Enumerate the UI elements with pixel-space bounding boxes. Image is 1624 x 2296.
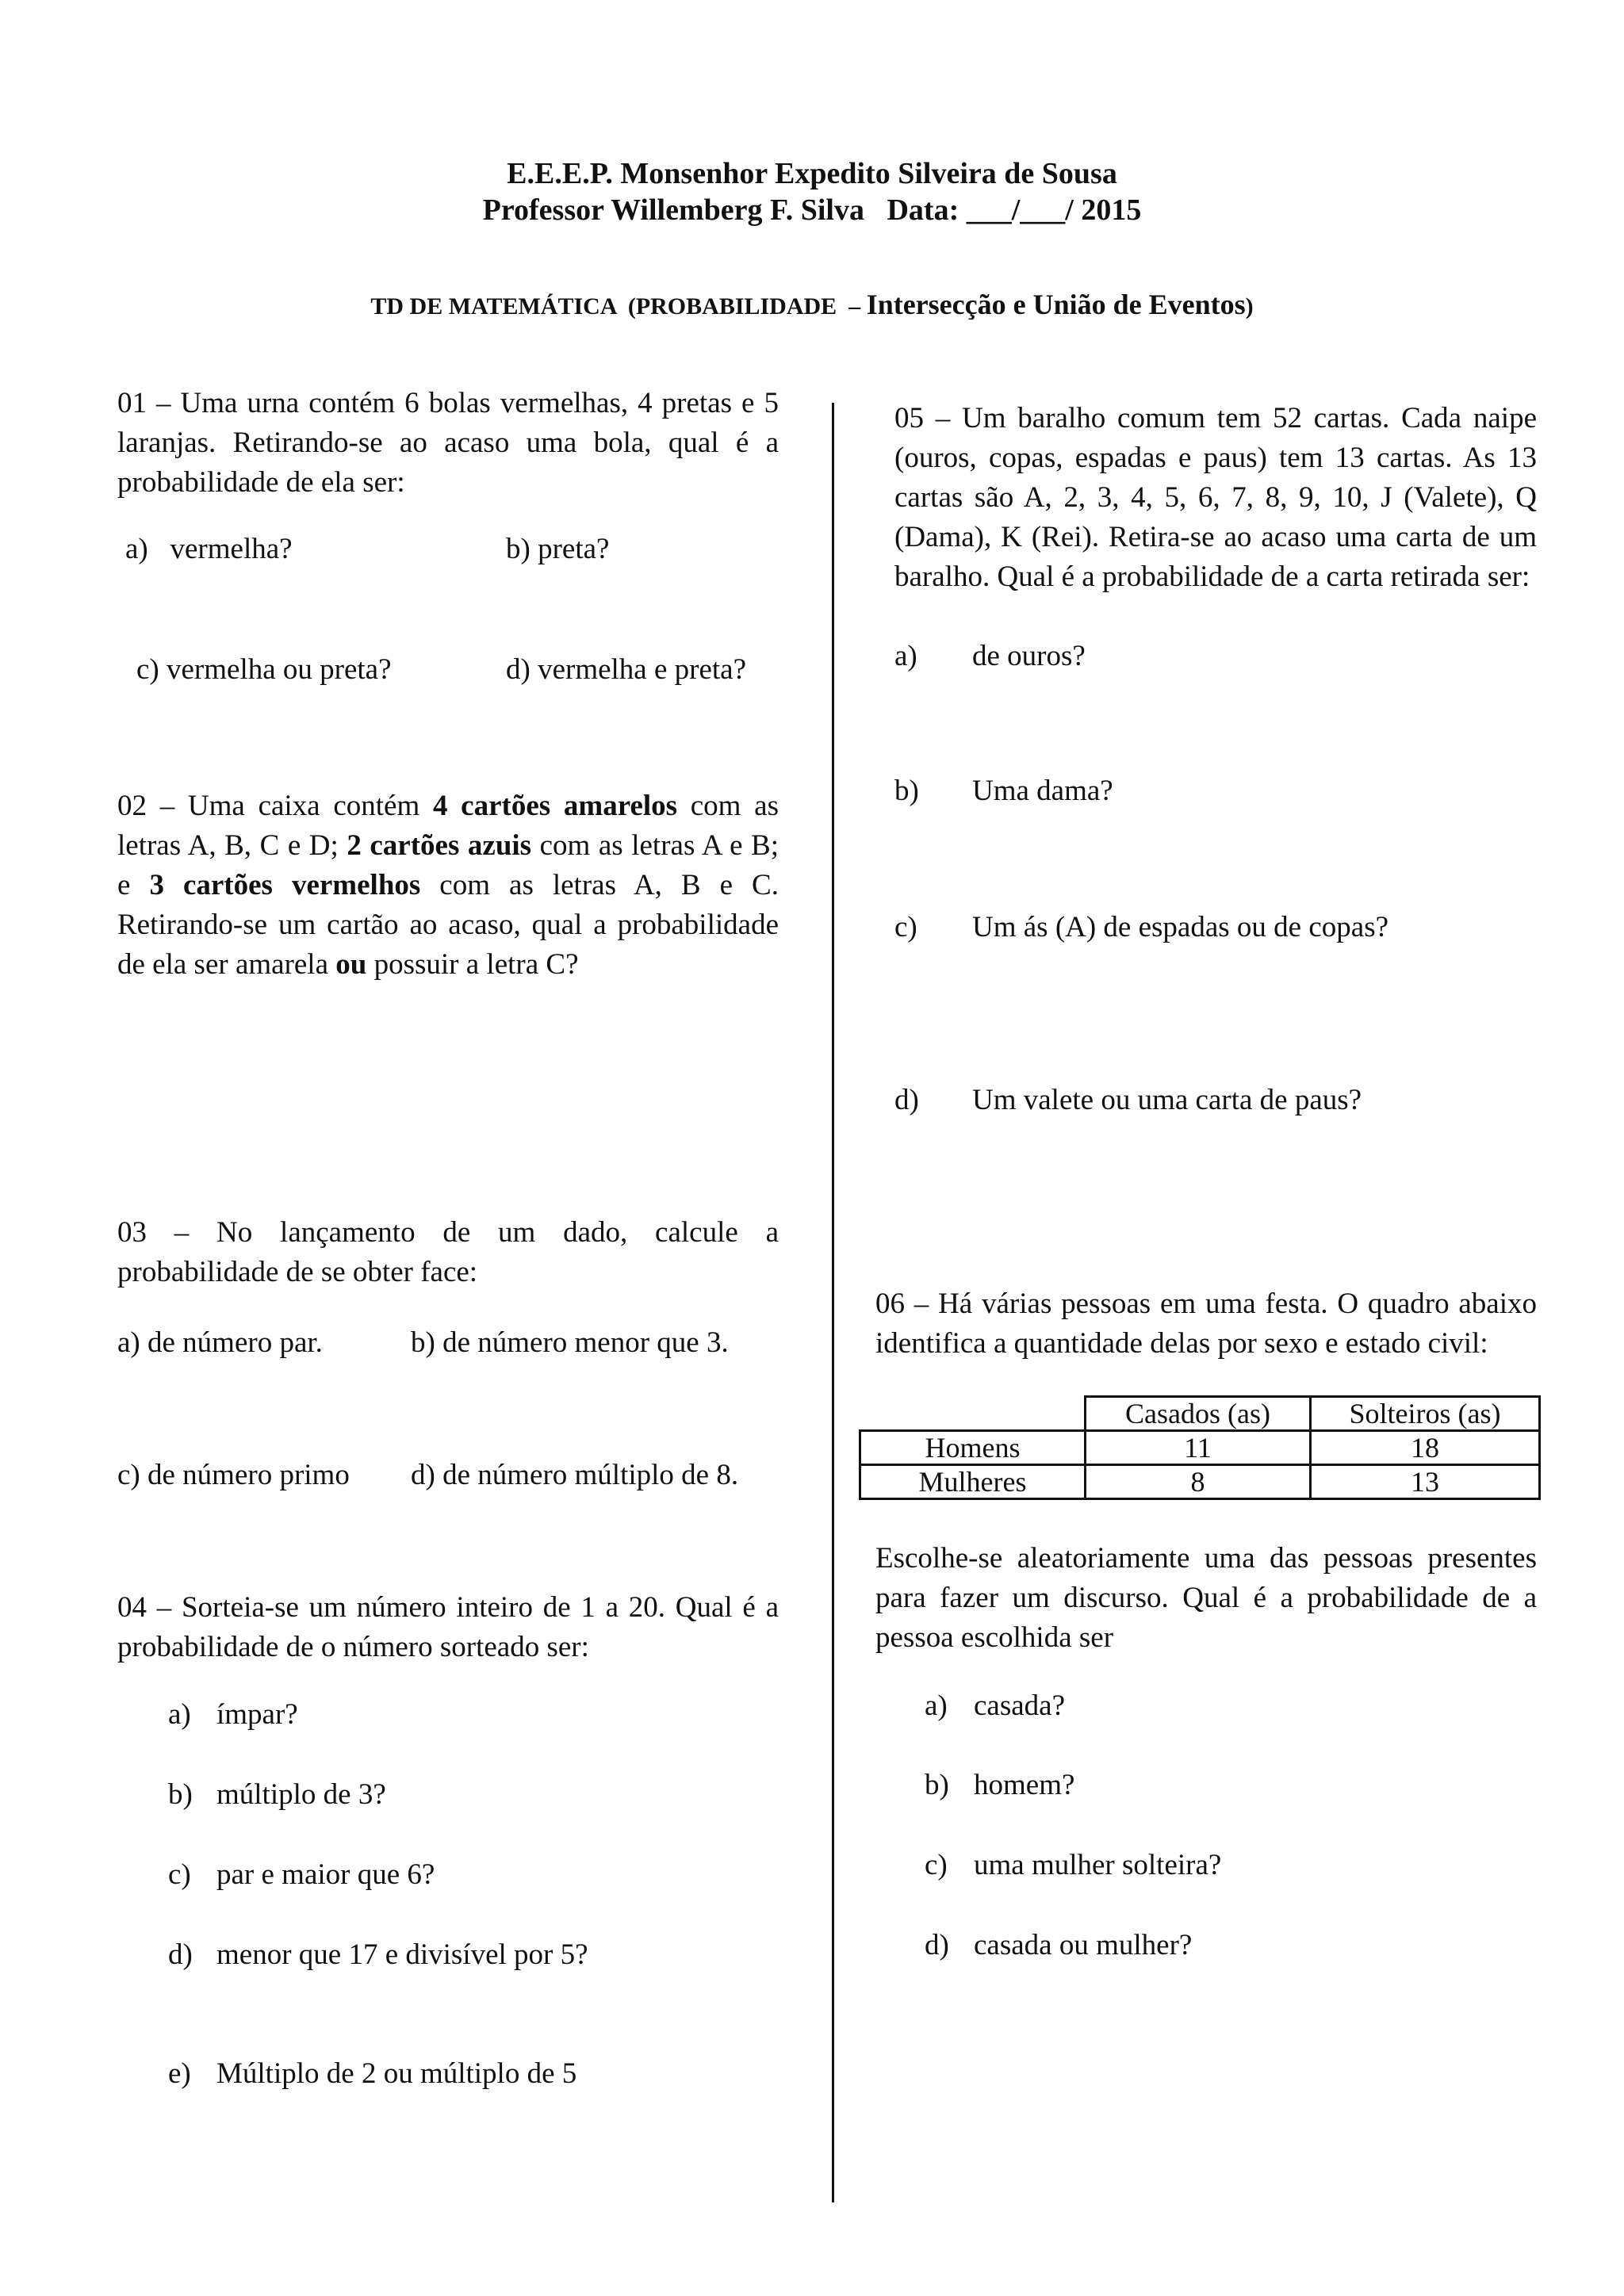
q01-option-a: a) vermelha?: [125, 533, 293, 565]
q06-option-b: homem?: [974, 1769, 1075, 1801]
q04-letter-a: a): [168, 1698, 191, 1731]
q05-option-d: Um valete ou uma carta de paus?: [972, 1084, 1362, 1116]
q05-option-a: de ouros?: [972, 640, 1086, 672]
q01-option-c: c) vermelha ou preta?: [136, 653, 392, 686]
q05-option-c: Um ás (A) de espadas ou de copas?: [972, 911, 1389, 943]
q06-option-d: casada ou mulher?: [974, 1929, 1193, 1961]
q05-stem: 05 – Um baralho comum tem 52 cartas. Cada naipe (ouros, copas, espadas e paus) tem 13 cartas. As 13 cartas são A, 2, 3, 4, 5, 6, 7, 8, 9, 10, J (Valete), Q (Dama), K (Rei). Retira-se ao acaso uma carta de um baralho. Qual é a probabilidade de a carta retirada ser:: [894, 402, 1537, 593]
q04-letter-b: b): [168, 1778, 193, 1811]
table-cell: 18: [1311, 1431, 1540, 1465]
q03-option-b: b) de número menor que 3.: [411, 1326, 729, 1359]
table-header-cell: Casados (as): [1086, 1397, 1311, 1431]
table-row-label: Homens: [860, 1431, 1086, 1465]
q02-bold-blue-cards: 2 cartões azuis: [347, 829, 532, 862]
table-row: [860, 1465, 1540, 1499]
table-cell: 8: [1086, 1465, 1311, 1499]
q03-stem: 03 – No lançamento de um dado, calcule a probabilidade de se obter face:: [117, 1216, 779, 1288]
q06-followup: Escolhe-se aleatoriamente uma das pessoas presentes para fazer um discurso. Qual é a probabilidade de a pessoa escolhida ser: [875, 1542, 1537, 1654]
title-emphasis: Intersecção e União de Eventos: [866, 289, 1246, 320]
table-corner-cell: [860, 1397, 1086, 1431]
q01-option-d: d) vermelha e preta?: [506, 653, 747, 686]
q06-option-a: casada?: [974, 1689, 1066, 1722]
q01-option-b: b) preta?: [506, 533, 610, 565]
school-name: E.E.E.P. Monsenhor Expedito Silveira de Sousa: [507, 157, 1117, 190]
q05-letter-d: d): [894, 1084, 919, 1116]
worksheet-title: [0, 288, 1624, 321]
q04-option-e: Múltiplo de 2 ou múltiplo de 5: [216, 2057, 577, 2090]
q04-stem: 04 – Sorteia-se um número inteiro de 1 a 20. Qual é a probabilidade de o número sorteado ser:: [117, 1591, 779, 1663]
q05-letter-c: c): [894, 911, 917, 943]
q05-letter-b: b): [894, 775, 919, 807]
q04-letter-d: d): [168, 1938, 193, 1971]
q02-bold-red-cards: 3 cartões vermelhos: [149, 869, 421, 901]
table-cell: 11: [1086, 1431, 1311, 1465]
q02-bold-yellow-cards: 4 cartões amarelos: [432, 790, 678, 822]
q04-option-d: menor que 17 e divisível por 5?: [216, 1938, 588, 1971]
q02-text-4: com as letras A, B e C. Retirando-se um cartão ao acaso, qual a probabilidade de ela ser amarela: [117, 869, 779, 981]
teacher-date-line: Professor Willemberg F. Silva Data: ___/___/ 2015: [482, 193, 1142, 227]
q04-option-b: múltiplo de 3?: [216, 1778, 386, 1811]
q04-letter-c: c): [168, 1858, 191, 1891]
q05-option-b: Uma dama?: [972, 775, 1113, 807]
q03-option-a: a) de número par.: [117, 1326, 323, 1359]
table-header-cell: Solteiros (as): [1311, 1397, 1540, 1431]
title-suffix: ): [1245, 293, 1254, 320]
column-divider: [832, 403, 834, 2202]
q05-letter-a: a): [894, 640, 917, 672]
title-prefix: TD DE MATEMÁTICA (PROBABILIDADE –: [370, 293, 867, 320]
marital-status-table: [859, 1395, 1541, 1500]
q02-text-1: 02 – Uma caixa contém: [117, 790, 433, 822]
q02-bold-ou: ou: [335, 948, 367, 981]
q06-letter-d: d): [925, 1929, 949, 1961]
q06-letter-b: b): [925, 1769, 949, 1801]
q06-letter-c: c): [925, 1849, 948, 1881]
q02-text-5: possuir a letra C?: [366, 948, 579, 981]
q02-text-2: com as letras A, B, C e D;: [117, 790, 779, 862]
q03-option-c: c) de número primo: [117, 1459, 350, 1491]
q04-letter-e: e): [168, 2057, 191, 2090]
q06-option-c: uma mulher solteira?: [974, 1849, 1222, 1881]
q02-stem: [117, 786, 779, 985]
q03-option-d: d) de número múltiplo de 8.: [411, 1459, 739, 1491]
table-row: [860, 1431, 1540, 1465]
q06-stem: 06 – Há várias pessoas em uma festa. O quadro abaixo identifica a quantidade delas por sexo e estado civil:: [875, 1288, 1537, 1360]
q04-option-a: ímpar?: [216, 1698, 298, 1731]
table-cell: 13: [1311, 1465, 1540, 1499]
q04-option-c: par e maior que 6?: [216, 1858, 435, 1891]
q01-stem: 01 – Uma urna contém 6 bolas vermelhas, 4 pretas e 5 laranjas. Retirando-se ao acaso uma bola, qual é a probabilidade de ela ser:: [117, 387, 779, 499]
q02-text-3: com as letras A e B; e: [117, 829, 779, 901]
table-header-row: [860, 1397, 1540, 1431]
q06-letter-a: a): [925, 1689, 948, 1722]
table-row-label: Mulheres: [860, 1465, 1086, 1499]
